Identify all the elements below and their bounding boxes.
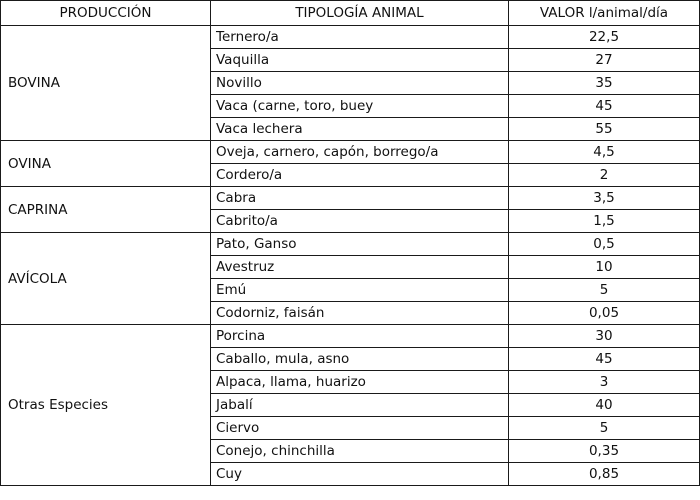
value-cell: 27 [509,49,700,72]
value-cell: 0,05 [509,302,700,325]
value-cell: 45 [509,95,700,118]
value-cell: 30 [509,325,700,348]
animal-type-cell: Novillo [211,72,509,95]
value-cell: 0,85 [509,463,700,486]
animal-type-cell: Cabrito/a [211,210,509,233]
animal-type-cell: Cuy [211,463,509,486]
animal-type-cell: Cabra [211,187,509,210]
production-group-cell: BOVINA [1,26,211,141]
header-valor: VALOR l/animal/día [509,1,700,26]
value-cell: 55 [509,118,700,141]
value-cell: 5 [509,279,700,302]
animal-type-cell: Caballo, mula, asno [211,348,509,371]
value-cell: 4,5 [509,141,700,164]
animal-type-cell: Porcina [211,325,509,348]
value-cell: 45 [509,348,700,371]
animal-type-cell: Alpaca, llama, huarizo [211,371,509,394]
animal-type-cell: Avestruz [211,256,509,279]
animal-type-cell: Vaca (carne, toro, buey [211,95,509,118]
value-cell: 0,5 [509,233,700,256]
animal-type-cell: Cordero/a [211,164,509,187]
animal-type-cell: Emú [211,279,509,302]
table-row [1,233,700,256]
value-cell: 0,35 [509,440,700,463]
animal-type-cell: Conejo, chinchilla [211,440,509,463]
animal-type-cell: Vaca lechera [211,118,509,141]
animal-type-cell: Jabalí [211,394,509,417]
production-group-cell: CAPRINA [1,187,211,233]
production-group-cell: AVÍCOLA [1,233,211,325]
value-cell: 3,5 [509,187,700,210]
table-row [1,141,700,164]
table-row [1,187,700,210]
animal-type-cell: Pato, Ganso [211,233,509,256]
value-cell: 10 [509,256,700,279]
value-cell: 5 [509,417,700,440]
table-row [1,325,700,348]
value-cell: 1,5 [509,210,700,233]
value-cell: 3 [509,371,700,394]
value-cell: 40 [509,394,700,417]
header-produccion: PRODUCCIÓN [1,1,211,26]
production-group-cell: OVINA [1,141,211,187]
header-tipologia: TIPOLOGÍA ANIMAL [211,1,509,26]
value-cell: 35 [509,72,700,95]
table-body [1,26,700,486]
production-group-cell: Otras Especies [1,325,211,486]
table-header [1,1,700,26]
value-cell: 22,5 [509,26,700,49]
table-row [1,26,700,49]
animal-type-cell: Vaquilla [211,49,509,72]
animal-type-cell: Ternero/a [211,26,509,49]
header-row [1,1,700,26]
animal-type-cell: Oveja, carnero, capón, borrego/a [211,141,509,164]
animal-type-cell: Codorniz, faisán [211,302,509,325]
value-cell: 2 [509,164,700,187]
animal-type-cell: Ciervo [211,417,509,440]
